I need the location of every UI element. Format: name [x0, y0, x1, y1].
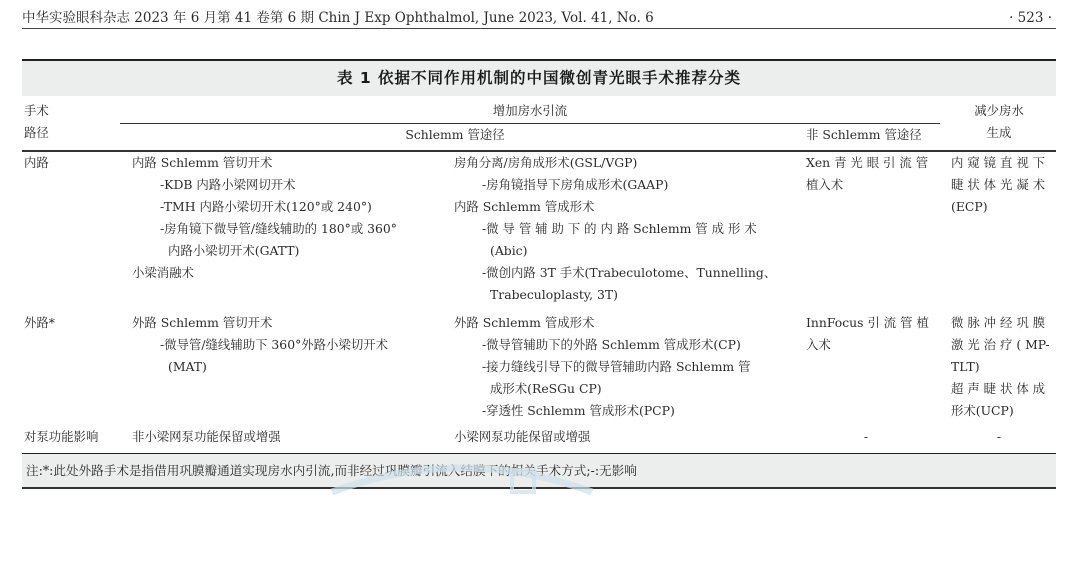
internal-col1-line: 内路 Schlemm 管切开术 [132, 155, 273, 170]
external-col2-line: 成形术(ReSGu CP) [490, 381, 602, 396]
header-reduce-line1: 减少房水 [974, 103, 1024, 118]
external-col2-line: -微导管辅助下的外路 Schlemm 管成形术(CP) [482, 337, 741, 352]
external-col2-line: -接力缝线引导下的微导管辅助内路 Schlemm 管 [482, 359, 751, 374]
row-pump-label: 对泵功能影响 [24, 429, 99, 444]
external-col2-line: 外路 Schlemm 管成形术 [454, 315, 595, 330]
pump-col4: - [996, 429, 1002, 444]
external-col2-line: -穿透性 Schlemm 管成形术(PCP) [482, 403, 675, 418]
external-col3-line: 入术 [806, 337, 831, 352]
pump-col3: - [863, 429, 869, 444]
internal-col3-line: 植入术 [806, 177, 844, 192]
internal-col4-line: 睫 状 体 光 凝 术 [951, 177, 1046, 192]
internal-col4-line: 内 窥 镜 直 视 下 [951, 155, 1046, 170]
row-internal-label: 内路 [24, 155, 49, 170]
external-col4-line: 形术(UCP) [951, 403, 1014, 418]
external-col1-line: -微导管/缝线辅助下 360°外路小梁切开术 [160, 337, 389, 352]
internal-col1-line: -房角镜下微导管/缝线辅助的 180°或 360° [160, 221, 398, 236]
internal-col2-line: (Abic) [490, 243, 528, 258]
pump-col2: 小梁网泵功能保留或增强 [454, 429, 591, 444]
internal-col1-line: 内路小梁切开术(GATT) [168, 243, 300, 258]
pump-col1: 非小梁网泵功能保留或增强 [132, 429, 281, 444]
header-schlemm: Schlemm 管途径 [405, 127, 505, 142]
external-col1-line: 外路 Schlemm 管切开术 [132, 315, 273, 330]
table-note: 注:*:此处外路手术是指借用巩膜瓣通道实现房水内引流,而非经过巩膜瓣引流入结膜下的相关手术方式;-:无影响 [26, 463, 637, 478]
table-bottom-rule [22, 487, 1056, 489]
external-col4-line: 超 声 睫 状 体 成 [951, 381, 1046, 396]
internal-col3-line: Xen 青 光 眼 引 流 管 [806, 155, 929, 170]
header-increase-outflow: 增加房水引流 [492, 103, 568, 118]
internal-col2-line: Trabeculoplasty, 3T) [490, 287, 619, 302]
internal-col4-line: (ECP) [951, 199, 988, 214]
internal-col2-line: 房角分离/房角成形术(GSL/VGP) [454, 155, 638, 170]
table-note-band [22, 453, 1056, 488]
internal-col2-line: -微创内路 3T 手术(Trabeculotome、Tunnelling、 [482, 265, 777, 280]
external-col3-line: InnFocus 引 流 管 植 [806, 315, 929, 330]
internal-col2-line: 内路 Schlemm 管成形术 [454, 199, 595, 214]
journal-citation: 中华实验眼科杂志 2023 年 6 月第 41 卷第 6 期 Chin J Exp Ophthalmol, June 2023, Vol. 41, No. 6 [22, 10, 654, 26]
page-number: · 523 · [1009, 10, 1052, 26]
header-approach-line2: 路径 [24, 125, 49, 140]
row-external-label: 外路* [24, 315, 55, 330]
internal-col1-line: 小梁消融术 [132, 265, 194, 280]
internal-col2-line: -微 导 管 辅 助 下 的 内 路 Schlemm 管 成 形 术 [482, 221, 757, 236]
table-title: 表 1 依据不同作用机制的中国微创青光眼手术推荐分类 [22, 59, 1056, 96]
header-approach-line1: 手术 [24, 103, 49, 118]
header-reduce-line2: 生成 [986, 125, 1012, 140]
external-col1-line: (MAT) [168, 359, 207, 374]
internal-col1-line: -KDB 内路小梁网切开术 [160, 177, 296, 192]
running-header [22, 8, 1056, 29]
external-col4-line: TLT) [951, 359, 980, 374]
internal-col2-line: -房角镜指导下房角成形术(GAAP) [482, 177, 669, 192]
internal-col1-line: -TMH 内路小梁切开术(120°或 240°) [160, 199, 372, 214]
external-col4-line: 激 光 治 疗 ( MP- [951, 337, 1050, 352]
header-non-schlemm: 非 Schlemm 管途径 [806, 127, 922, 142]
external-col4-line: 微 脉 冲 经 巩 膜 [951, 315, 1046, 330]
